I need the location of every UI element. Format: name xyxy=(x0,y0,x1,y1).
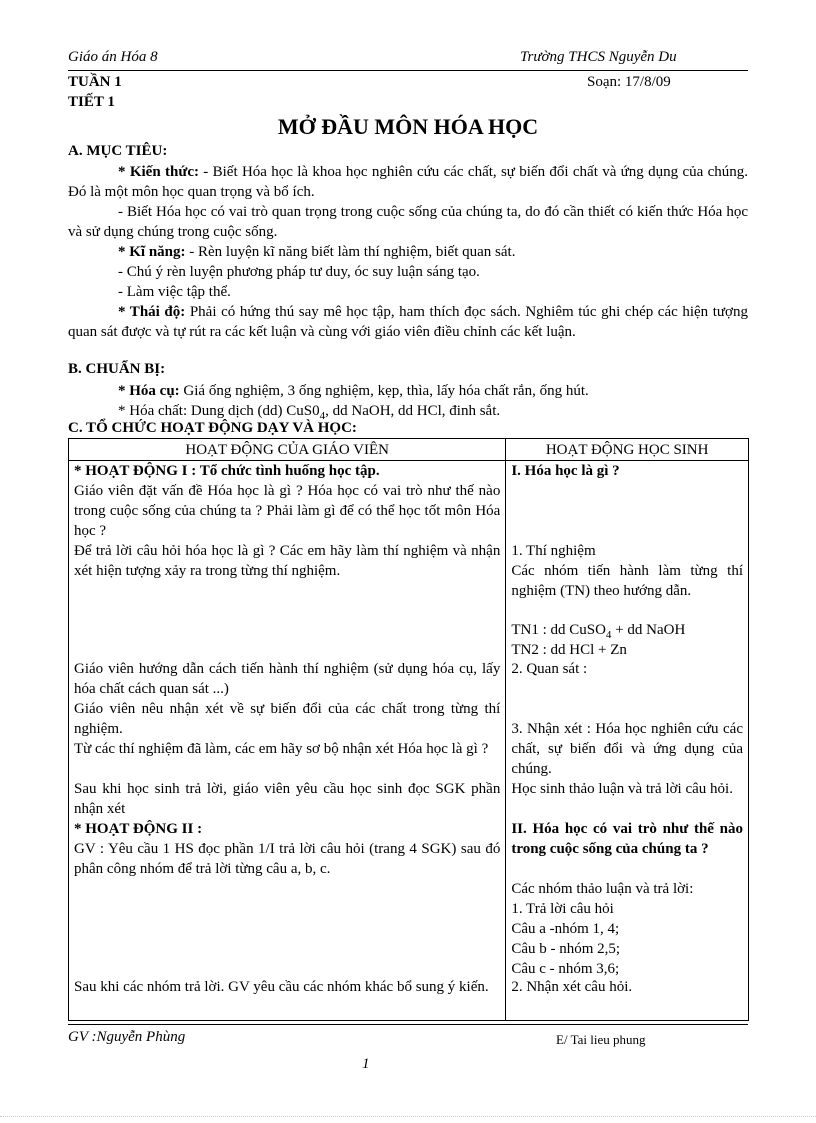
page-number: 1 xyxy=(362,1056,370,1072)
student-question-a: Câu a -nhóm 1, 4; xyxy=(511,921,620,937)
footer-teacher: GV :Nguyễn Phùng xyxy=(68,1029,186,1045)
activity-2-title: * HOẠT ĐỘNG II : xyxy=(74,821,203,837)
chemicals-text: * Hóa chất: Dung dịch (dd) CuS0 xyxy=(118,403,320,419)
chemicals-subscript: 4 xyxy=(319,410,326,422)
skill-paragraph-3: - Làm việc tập thể. xyxy=(118,284,231,300)
teacher-column-header: HOẠT ĐỘNG CỦA GIÁO VIÊN xyxy=(69,439,506,461)
prepared-date: Soạn: 17/8/09 xyxy=(587,74,671,90)
chemicals-text-end: , dd NaOH, dd HCl, đinh sắt. xyxy=(325,403,501,419)
table-row xyxy=(69,461,749,1021)
skill-text-1: - Rèn luyện kĩ năng biết làm thí nghiệm, biết quan sát. xyxy=(185,244,516,260)
footer-rule xyxy=(68,1024,748,1025)
tools-paragraph xyxy=(118,381,748,401)
student-section-2-title: II. Hóa học có vai trò như thế nào trong cuộc sống của chúng ta ? xyxy=(511,821,743,857)
student-section-1-title: I. Hóa học là gì ? xyxy=(511,463,620,479)
activity-1-observation: Giáo viên nêu nhận xét về sự biến đổi của các chất trong từng thí nghiệm. xyxy=(74,701,501,737)
knowledge-text-1: - Biết Hóa học là khoa học nghiên cứu các chất, sự biến đổi chất và ứng dụng của chúng. Đó là một môn học quan trọng và bổ ích. xyxy=(68,164,749,200)
section-a-heading: A. MỤC TIÊU: xyxy=(68,143,168,159)
attitude-label: * Thái độ: xyxy=(118,304,186,320)
activity-2-task: GV : Yêu cầu 1 HS đọc phần 1/I trả lời câu hỏi (trang 4 SGK) sau đó phân công nhóm để trả lời từng câu a, b, c. xyxy=(74,841,501,877)
lesson-label: TIẾT 1 xyxy=(68,94,115,110)
page-title: MỞ ĐẦU MÔN HÓA HỌC xyxy=(277,114,539,139)
student-activities-cell xyxy=(506,461,749,1021)
knowledge-paragraph-2: - Biết Hóa học có vai trò quan trọng trong cuộc sống của chúng ta, do đó cần thiết có kiến thức Hóa học và sử dụng chúng trong cuộc sống. xyxy=(68,204,748,240)
student-answer: 1. Trả lời câu hỏi xyxy=(511,901,614,917)
knowledge-label: * Kiến thức: xyxy=(118,164,199,180)
student-question-c: Câu c - nhóm 3,6; xyxy=(511,961,620,977)
activity-1-title: * HOẠT ĐỘNG I : Tổ chức tình huống học tập. xyxy=(74,463,380,479)
activity-1-reading: Sau khi học sinh trả lời, giáo viên yêu cầu học sinh đọc SGK phần nhận xét xyxy=(74,781,501,817)
activity-1-question: Để trả lời câu hỏi hóa học là gì ? Các em hãy làm thí nghiệm và nhận xét hiện tượng xảy ra trong từng thí nghiệm. xyxy=(74,543,501,579)
tools-text: Giá ống nghiệm, 3 ống nghiệm, kẹp, thìa, lấy hóa chất rắn, ống hút. xyxy=(179,383,589,399)
activity-1-intro: Giáo viên đặt vấn đề Hóa học là gì ? Hóa học có vai trò như thế nào trong cuộc sống của chúng ta ? Phải làm gì để có thể học tốt môn Hóa học ? xyxy=(74,483,501,539)
tn1-text: TN1 : dd CuSO xyxy=(511,622,606,638)
student-groups: Các nhóm tiến hành làm từng thí nghiệm (TN) theo hướng dẫn. xyxy=(511,563,743,599)
student-review: 2. Nhận xét câu hỏi. xyxy=(511,979,633,995)
header-school: Trường THCS Nguyễn Du xyxy=(520,49,677,65)
student-discuss: Học sinh thảo luận và trả lời câu hỏi. xyxy=(511,781,733,797)
skill-paragraph-1 xyxy=(118,242,748,262)
student-question-b: Câu b - nhóm 2,5; xyxy=(511,941,621,957)
student-column-header: HOẠT ĐỘNG HỌC SINH xyxy=(506,439,749,461)
student-observe: 2. Quan sát : xyxy=(511,661,588,677)
week-label: TUẦN 1 xyxy=(68,74,122,90)
section-c-heading: C. TỔ CHỨC HOẠT ĐỘNG DẠY VÀ HỌC: xyxy=(68,420,357,436)
activities-table xyxy=(68,438,749,1021)
student-experiment: 1. Thí nghiệm xyxy=(511,543,596,559)
section-b-heading: B. CHUẨN BỊ: xyxy=(68,361,166,377)
knowledge-paragraph-1 xyxy=(68,162,748,202)
tn1-text-end: + dd NaOH xyxy=(611,622,686,638)
activity-1-conclusion: Từ các thí nghiệm đã làm, các em hãy sơ bộ nhận xét Hóa học là gì ? xyxy=(74,741,489,757)
student-groups-discuss: Các nhóm thảo luận và trả lời: xyxy=(511,881,694,897)
attitude-paragraph xyxy=(68,302,748,342)
attitude-text: Phải có hứng thú say mê học tập, ham thích đọc sách. Nghiêm túc ghi chép các hiện tượng quan sát được và tự rút ra các kết luận và cùng với giáo viên điều chỉnh các kết luận. xyxy=(68,304,748,340)
activity-1-guide: Giáo viên hướng dẫn cách tiến hành thí nghiệm (sử dụng hóa cụ, lấy hóa chất cách quan sát ...) xyxy=(74,661,501,697)
header-rule xyxy=(68,70,748,71)
footer-source: E/ Tai lieu phung xyxy=(556,1032,646,1047)
page-edge xyxy=(0,1116,816,1117)
student-tn2: TN2 : dd HCl + Zn xyxy=(511,642,627,658)
tools-label: * Hóa cụ: xyxy=(118,383,180,399)
activity-2-feedback: Sau khi các nhóm trả lời. GV yêu cầu các nhóm khác bổ sung ý kiến. xyxy=(74,979,489,995)
tn1-subscript: 4 xyxy=(605,629,612,641)
teacher-activities-cell xyxy=(69,461,506,1021)
skill-paragraph-2: - Chú ý rèn luyện phương pháp tư duy, óc suy luận sáng tạo. xyxy=(118,264,480,280)
header-subject: Giáo án Hóa 8 xyxy=(68,49,158,65)
skill-label: * Kĩ năng: xyxy=(118,244,186,260)
student-note: 3. Nhận xét : Hóa học nghiên cứu các chất, sự biến đổi và ứng dụng của chúng. xyxy=(511,721,743,777)
table-header-row xyxy=(69,439,749,461)
